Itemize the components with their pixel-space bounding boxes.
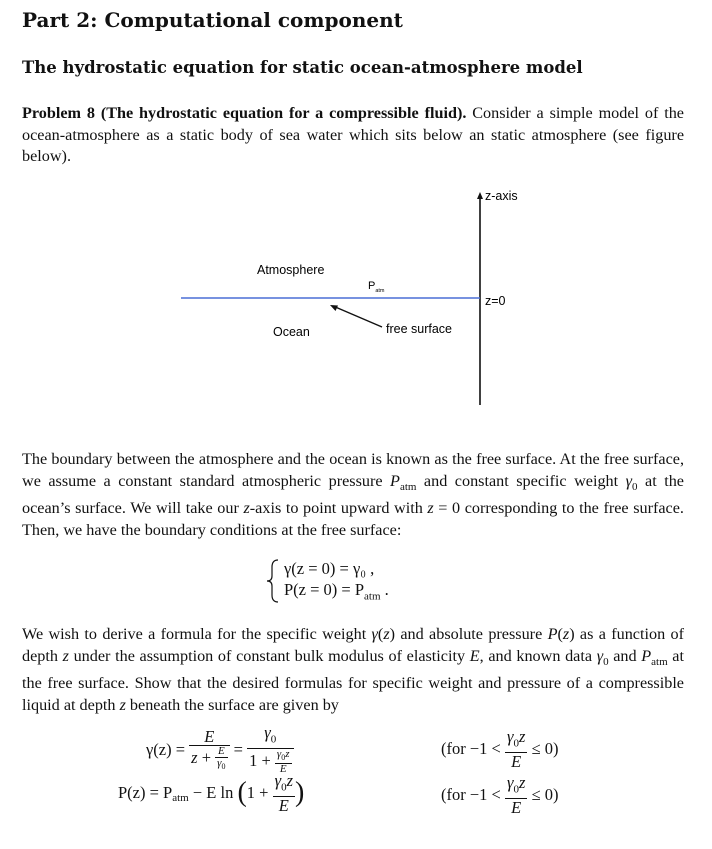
- problem-label: Problem 8 (The hydrostatic equation for a compressible fluid).: [22, 104, 467, 122]
- free-surface-pointer: [333, 306, 382, 327]
- para2-text-1: The boundary between the atmosphere and the ocean is known as the free surface. At the free surface, we assume a constant standard atmospheric pressure: [22, 450, 684, 490]
- para2-text-2: and constant specific weight: [416, 471, 626, 490]
- pressure-formula: $P(z) = P_{atm} - E$ ln (1 + $\frac{\gamma_0z}{E}$ ): [118, 771, 305, 816]
- para3-text-8: beneath the surface are given by: [125, 695, 339, 714]
- patm-label: [368, 280, 385, 294]
- ocean-label: Ocean: [273, 325, 310, 339]
- pressure-lhs: P(z) = P: [118, 783, 173, 803]
- gamma-frac-2: $\gamma_0$ 1 + $\frac{\gamma_0z}{E}$: [247, 724, 293, 775]
- condition-1: (for −1 < $\frac{\gamma_0z}{E}$ ≤ 0): [441, 727, 559, 772]
- free-surface-label: free surface: [386, 322, 453, 336]
- z0-label: z=0: [485, 294, 506, 308]
- para2-text-3: at the ocean’s surface. We will take our: [22, 471, 684, 518]
- gamma-frac-1: E z + $\frac{E}{\gamma_0}$: [189, 728, 229, 772]
- section-heading: The hydrostatic equation for static ocean-atmosphere model: [22, 58, 583, 77]
- derivation-paragraph: We wish to derive a formula for the specific weight γ(z) and absolute pressure P(z) as a function of depth z under the assumption of constant bulk modulus of elasticity E, and known data $\gamma_0$ and $P_{atm}$ at the free surface. Show that the desired formulas for specific weight and pressure of a compressible liquid at depth z beneath the surface are given by: [22, 625, 684, 714]
- z-axis-label: z-axis: [485, 189, 518, 203]
- para2-text-4: -axis to point upward with: [249, 499, 428, 518]
- problem-text: Consider a simple model of the ocean-atmosphere as a static body of sea water which sits below an static atmosphere (see figure below).: [22, 104, 684, 165]
- para3-text-1: We wish to derive a formula for the specific weight: [22, 625, 372, 643]
- left-brace: [266, 559, 280, 603]
- z-axis-arrowhead: [477, 192, 483, 199]
- patm-sub-inline: atm: [399, 480, 417, 493]
- patm-sub: atm: [375, 288, 385, 294]
- atmosphere-label: Atmosphere: [257, 263, 325, 277]
- gamma-formula: γ(z) = E z + $\frac{E}{\gamma_0}$ = $\gamma_0$ 1 + $\frac{\gamma_0z}{E}$: [146, 724, 294, 775]
- para3-text-2: and absolute pressure: [395, 625, 548, 643]
- pointer-arrowhead: [330, 305, 338, 311]
- para2-text-5: corresponding to the free surface. Then, we have the boundary conditions at the free surface:: [22, 499, 684, 539]
- para3-text-4: under the assumption of constant bulk modulus of elasticity: [68, 646, 470, 665]
- para3-text-7: at the free surface. Show that the desired formulas for specific weight and pressure of a compressible liquid at depth: [22, 646, 684, 714]
- part-heading: Part 2: Computational component: [22, 8, 403, 32]
- boundary-paragraph: The boundary between the atmosphere and the ocean is known as the free surface. At the free surface, we assume a constant standard atmospheric pressure $P_{atm}$ and constant specific weight $\gamma_0$ at the ocean’s surface. We will take our z-axis to point upward with z = 0 corresponding to the free surface. Then, we have the boundary conditions at the free surface:: [22, 450, 684, 539]
- bc-gamma: γ(z = 0) = γ₀ ,: [284, 559, 375, 578]
- patm-main: P: [368, 280, 376, 292]
- gamma-lhs: γ(z) =: [146, 739, 186, 759]
- condition-2: (for −1 < $\frac{\gamma_0z}{E}$ ≤ 0): [441, 773, 559, 818]
- para3-text-5: , and known data: [479, 646, 597, 665]
- para3-text-3: as a function of depth: [22, 625, 684, 665]
- bc-pressure: $P(z = 0) = P_{atm}$ .: [284, 580, 389, 603]
- para3-text-6: and: [608, 646, 642, 665]
